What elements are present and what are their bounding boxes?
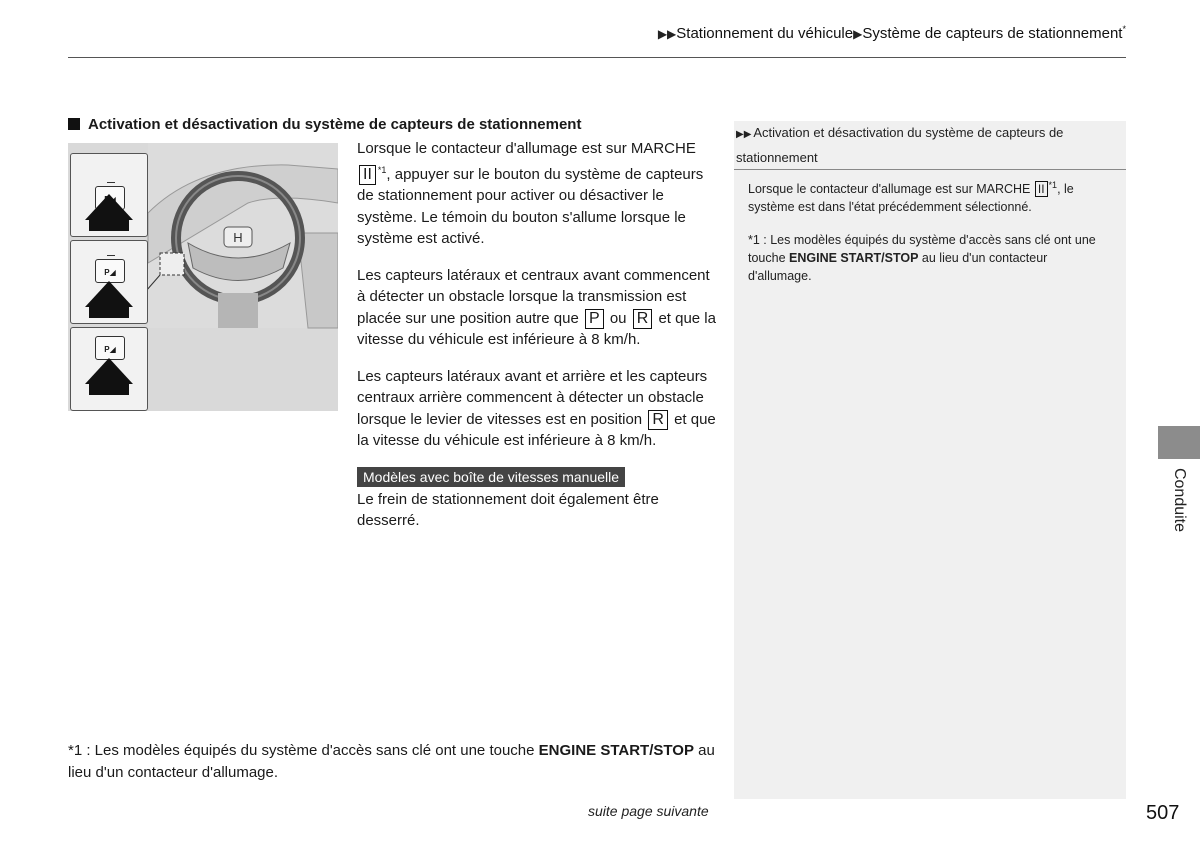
paragraph (357, 265, 717, 351)
text: , le système est dans l'état précédemment sélectionné. (748, 182, 1074, 215)
parking-sensor-button: P◢ (95, 336, 125, 360)
dashboard-illustration (68, 143, 338, 411)
main-column (68, 116, 718, 529)
breadcrumb-item: Stationnement du véhicule (676, 25, 854, 42)
ignition-key-badge: II (359, 165, 376, 185)
button-sequence (70, 153, 150, 409)
page-number: 507 (1146, 802, 1180, 824)
chapter-tab (1158, 426, 1200, 459)
button-panel-1 (70, 153, 148, 237)
sidebar-notes (734, 121, 1126, 799)
parking-sensor-button: P◢ (95, 186, 125, 210)
text: ou (609, 309, 627, 327)
ignition-key-badge: II (1035, 181, 1048, 197)
square-bullet-icon (68, 118, 80, 130)
gear-r-badge: R (648, 410, 668, 430)
arrow-stem (89, 306, 129, 318)
arrow-stem (89, 383, 129, 395)
sidebar-paragraph (748, 176, 1110, 216)
header-rule (68, 57, 1126, 58)
double-arrow-icon: ▶▶ (736, 129, 752, 140)
continued-note: suite page suivante (588, 803, 709, 819)
sidebar-title-text: Activation et désactivation du système de capteurs de stationnement (736, 125, 1064, 165)
footnote (68, 740, 718, 783)
press-arrow-icon (85, 281, 133, 307)
text: Les capteurs latéraux avant et arrière et les capteurs centraux arrière commencent à détecter un obstacle lorsque le levier de vitesses est en position (357, 367, 708, 428)
gear-p-badge: P (585, 309, 604, 329)
arrow-stem (89, 219, 129, 231)
asterisk: * (1122, 24, 1126, 34)
breadcrumb-item: Système de capteurs de stationnement (862, 25, 1123, 42)
model-badge: Modèles avec boîte de vitesses manuelle (357, 467, 625, 487)
sidebar-title (734, 121, 1126, 170)
body-text (357, 138, 717, 547)
chapter-tab-label: Conduite (1171, 467, 1188, 533)
text: , appuyer sur le bouton du système de capteurs de stationnement pour activer ou désactiver le système. Le témoin du bouton s'allume lorsque le système est activé. (357, 165, 704, 247)
gear-r-badge: R (633, 309, 653, 329)
footnote-ref: *1 (1048, 180, 1058, 190)
breadcrumb-arrow-icon: ▶▶ (657, 27, 677, 41)
parking-sensor-button: P◢ (95, 259, 125, 283)
sidebar-body (734, 170, 1126, 285)
breadcrumb (658, 24, 1126, 42)
text: Lorsque le contacteur d'allumage est sur MARCHE (748, 182, 1031, 197)
sidebar-paragraph (748, 231, 1110, 285)
text: Lorsque le contacteur d'allumage est sur MARCHE (357, 140, 696, 157)
button-panel-2 (70, 240, 148, 324)
divider (107, 182, 115, 183)
paragraph (357, 366, 717, 452)
section-title-text: Activation et désactivation du système de capteurs de stationnement (88, 116, 582, 133)
press-arrow-icon (85, 358, 133, 384)
text: Les capteurs latéraux et centraux avant commencent à détecter un obstacle lorsque la transmission est placée sur une position autre que (357, 266, 710, 327)
footnote-ref: *1 (377, 164, 387, 175)
section-title (68, 116, 718, 133)
divider (107, 255, 115, 256)
bold-text: ENGINE START/STOP (538, 742, 694, 759)
text: *1 : Les modèles équipés du système d'accès sans clé ont une touche (68, 742, 535, 759)
button-panel-3 (70, 327, 148, 411)
text: au lieu d'un contacteur d'allumage. (748, 251, 1048, 284)
text: et que la vitesse du véhicule est inférieure à 8 km/h. (357, 309, 716, 348)
text: et que la vitesse du véhicule est inférieure à 8 km/h. (357, 410, 716, 449)
text: *1 : Les modèles équipés du système d'accès sans clé ont une touche (748, 233, 1096, 266)
text: au lieu d'un contacteur d'allumage. (68, 742, 715, 781)
paragraph (357, 138, 717, 250)
paragraph: Le frein de stationnement doit également être desserré. (357, 490, 659, 529)
breadcrumb-arrow-icon: ▶ (853, 27, 863, 41)
press-arrow-icon (85, 194, 133, 220)
bold-text: ENGINE START/STOP (789, 251, 919, 266)
svg-text:H: H (233, 230, 243, 245)
